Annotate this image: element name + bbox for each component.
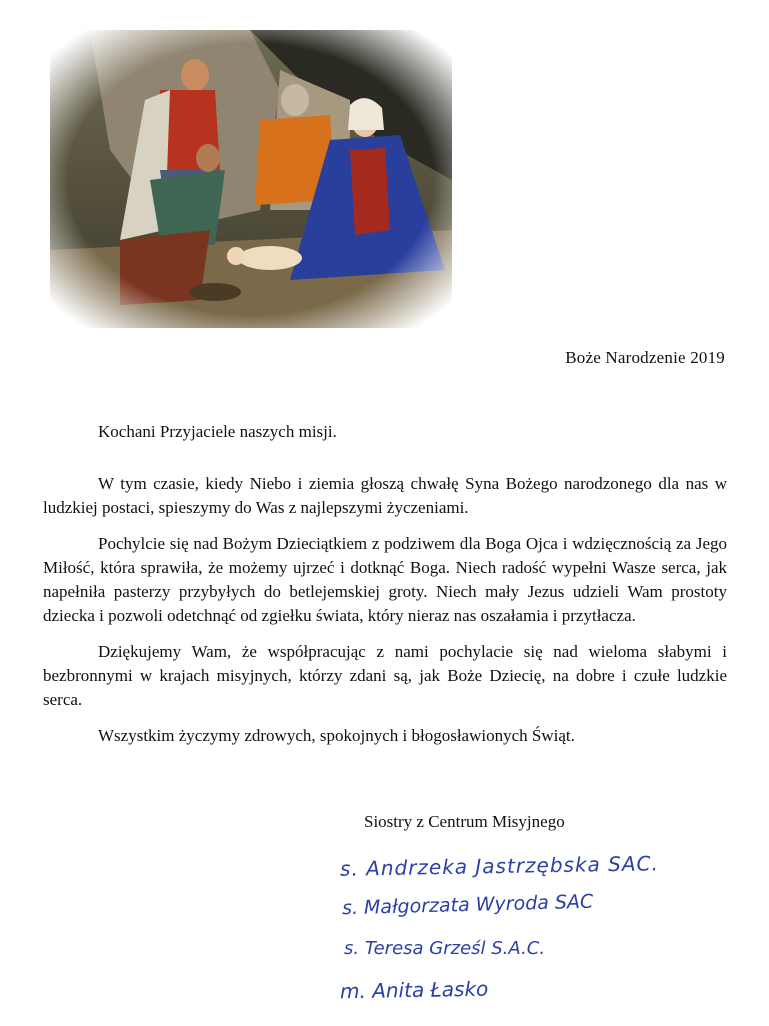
letter-body [43,472,727,760]
signature-3: s. Teresa Grześl S.A.C. [344,938,546,959]
signature-1: s. Andrzeka Jastrzębska SAC. [339,851,660,881]
date-line: Boże Narodzenie 2019 [565,348,725,367]
signoff: Siostry z Centrum Misyjnego [364,812,565,831]
paragraph-1: W tym czasie, kiedy Niebo i ziemia głoszą chwałę Syna Bożego narodzonego dla nas w ludzkiej postaci, spieszymy do Was z najlepszymi życzeniami. [43,474,727,517]
greeting: Kochani Przyjaciele naszych misji. [98,422,337,441]
signatures-block [330,842,730,1022]
paragraph-2: Pochylcie się nad Bożym Dzieciątkiem z podziwem dla Boga Ojca i wdzięcznością za Jego Miłość, która sprawiła, że możemy ujrzeć i dotknąć Boga. Niech radość wypełni Wasze serca, jak napełniła pasterzy przybyłych do betlejemskiej groty. Niech mały Jezus udzieli Wam prostoty dziecka i pozwoli odetchnąć od zgiełku świata, który nieraz nas oszałamia i przytłacza. [43,534,727,625]
paragraph-4: Wszystkim życzymy zdrowych, spokojnych i błogosławionych Świąt. [98,726,575,745]
nativity-painting [50,30,452,328]
signature-4: m. Anita Łasko [339,976,489,1004]
paragraph-3: Dziękujemy Wam, że współpracując z nami pochylacie się nad wieloma słabymi i bezbronnymi w krajach misyjnych, którzy zdani są, jak Boże Dziecię, na dobre i czułe ludzkie serca. [43,642,727,709]
signature-2: s. Małgorzata Wyroda SAC [341,890,594,920]
